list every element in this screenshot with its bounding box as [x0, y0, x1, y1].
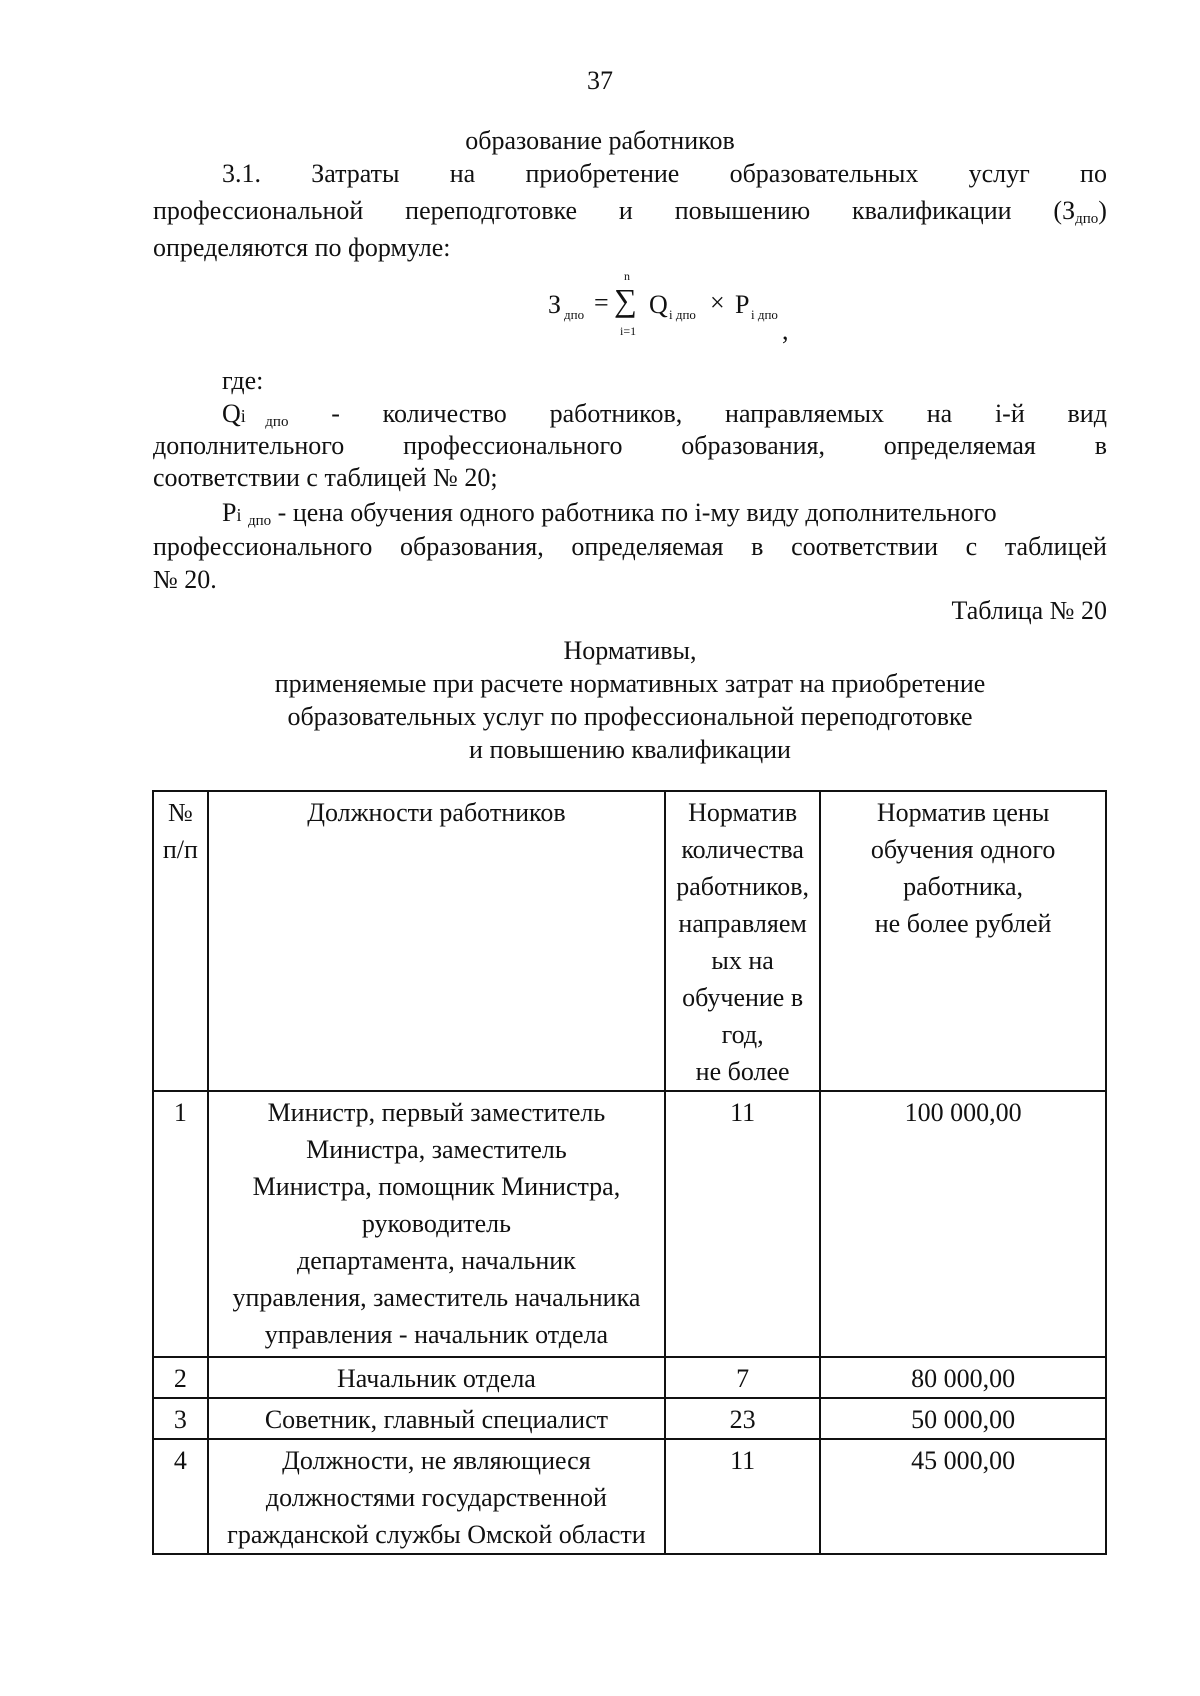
table-row [153, 1439, 1106, 1554]
word: i-й [994, 399, 1025, 428]
word: определяемая [571, 532, 724, 561]
p-symbol: P [222, 498, 237, 527]
def-p-line-3: № 20. [153, 565, 217, 594]
cell-price: 45 000,00 [820, 1439, 1106, 1554]
word: повышению [674, 196, 811, 225]
word: соответствии [791, 532, 939, 561]
header-cell-count: Норматив количества работников, направляем ых на обучение в год, не более [665, 791, 820, 1091]
table-title-line-3: образовательных услуг по профессиональной переподготовке [287, 702, 973, 731]
cell-position: Советник, главный специалист [208, 1398, 665, 1439]
q-symbol: Qi дпо [222, 399, 289, 430]
page-number: 37 [587, 66, 613, 95]
def-q-line-3: соответствии с таблицей № 20; [153, 463, 498, 492]
word: квалификации [852, 196, 1012, 225]
word: Затраты [311, 159, 400, 188]
table-row [153, 1398, 1106, 1439]
paragraph-line-1 [222, 157, 1107, 191]
formula-lhs-sub: дпо [564, 307, 585, 322]
word: - [331, 399, 340, 428]
word: образования, [400, 532, 544, 561]
cell-position: Должности, не являющиеся должностями государственной гражданской службы Омской области [208, 1439, 665, 1554]
word: образовательных [729, 159, 919, 188]
table-row [153, 1357, 1106, 1398]
formula-sigma: ∑ [614, 282, 637, 318]
formula-lhs: З [548, 290, 562, 319]
cell-price: 50 000,00 [820, 1398, 1106, 1439]
table-label: Таблица № 20 [951, 596, 1107, 625]
formula-q-sub: i дпо [669, 307, 696, 322]
def-q-line-2 [153, 429, 1107, 463]
paragraph-number: 3.1. [222, 159, 261, 188]
word: профессионального [153, 532, 373, 561]
word: переподготовке [405, 196, 578, 225]
word: дополнительного [153, 431, 345, 460]
cell-count: 23 [665, 1398, 820, 1439]
cost-formula [548, 269, 789, 345]
word: профессионального [403, 431, 623, 460]
cell-num: 4 [153, 1439, 208, 1554]
def-p-line-2 [153, 530, 1107, 564]
word: и [618, 196, 633, 225]
formula-equals: = [594, 288, 609, 317]
word: услуг [968, 159, 1030, 188]
formula-times: × [710, 288, 725, 317]
formula-lower-limit: i=1 [620, 324, 637, 338]
word: вид [1067, 399, 1107, 428]
cell-count: 11 [665, 1091, 820, 1357]
word: таблицей [1004, 532, 1107, 561]
norms-table [152, 790, 1107, 1555]
formula-comma: , [782, 316, 789, 345]
cell-num: 3 [153, 1398, 208, 1439]
paragraph-line-2 [153, 194, 1107, 236]
word: работников, [549, 399, 683, 428]
formula-p-sub: i дпо [751, 307, 778, 322]
cell-price: 80 000,00 [820, 1357, 1106, 1398]
table-title-line-1: Нормативы, [563, 636, 697, 665]
cell-num: 2 [153, 1357, 208, 1398]
word: в [751, 532, 764, 561]
word: образования, [681, 431, 825, 460]
formula-p: P [735, 290, 750, 319]
table-row [153, 1091, 1106, 1357]
cell-count: 7 [665, 1357, 820, 1398]
cell-position: Начальник отдела [208, 1357, 665, 1398]
formula-q: Q [649, 290, 668, 319]
where-label: где: [222, 366, 264, 395]
cell-position: Министр, первый заместитель Министра, заместитель Министра, помощник Министра, руководитель департамента, начальник управления, заместитель начальника управления - начальник отдела [208, 1091, 665, 1357]
paragraph-line-3: определяются по формуле: [153, 233, 451, 262]
word: с [965, 532, 978, 561]
word: на [449, 159, 476, 188]
header-cell-price: Норматив цены обучения одного работника, не более рублей [820, 791, 1106, 1091]
word: количество [382, 399, 507, 428]
cell-count: 11 [665, 1439, 820, 1554]
def-p-text: - цена обучения одного работника по i-му виду дополнительного [277, 498, 997, 527]
word: направляемых [725, 399, 884, 428]
cost-symbol: (Здпо) [1053, 196, 1107, 227]
table-title-line-4: и повышению квалификации [469, 735, 791, 764]
table-header-row [153, 791, 1106, 1091]
formula-upper-limit: n [624, 269, 630, 283]
cell-price: 100 000,00 [820, 1091, 1106, 1357]
word: определяемая [883, 431, 1036, 460]
word: приобретение [525, 159, 680, 188]
word: на [926, 399, 953, 428]
header-cell-position: Должности работников [208, 791, 665, 1091]
def-p-line-1: Pi дпо - цена обучения одного работника по i-му виду дополнительного [222, 498, 997, 529]
header-cell-num: № п/п [153, 791, 208, 1091]
heading-tail: образование работников [465, 126, 735, 155]
cell-num: 1 [153, 1091, 208, 1357]
word: профессиональной [153, 196, 364, 225]
table-title-line-2: применяемые при расчете нормативных затрат на приобретение [274, 669, 986, 698]
word: в [1094, 431, 1107, 460]
word: по [1080, 159, 1107, 188]
